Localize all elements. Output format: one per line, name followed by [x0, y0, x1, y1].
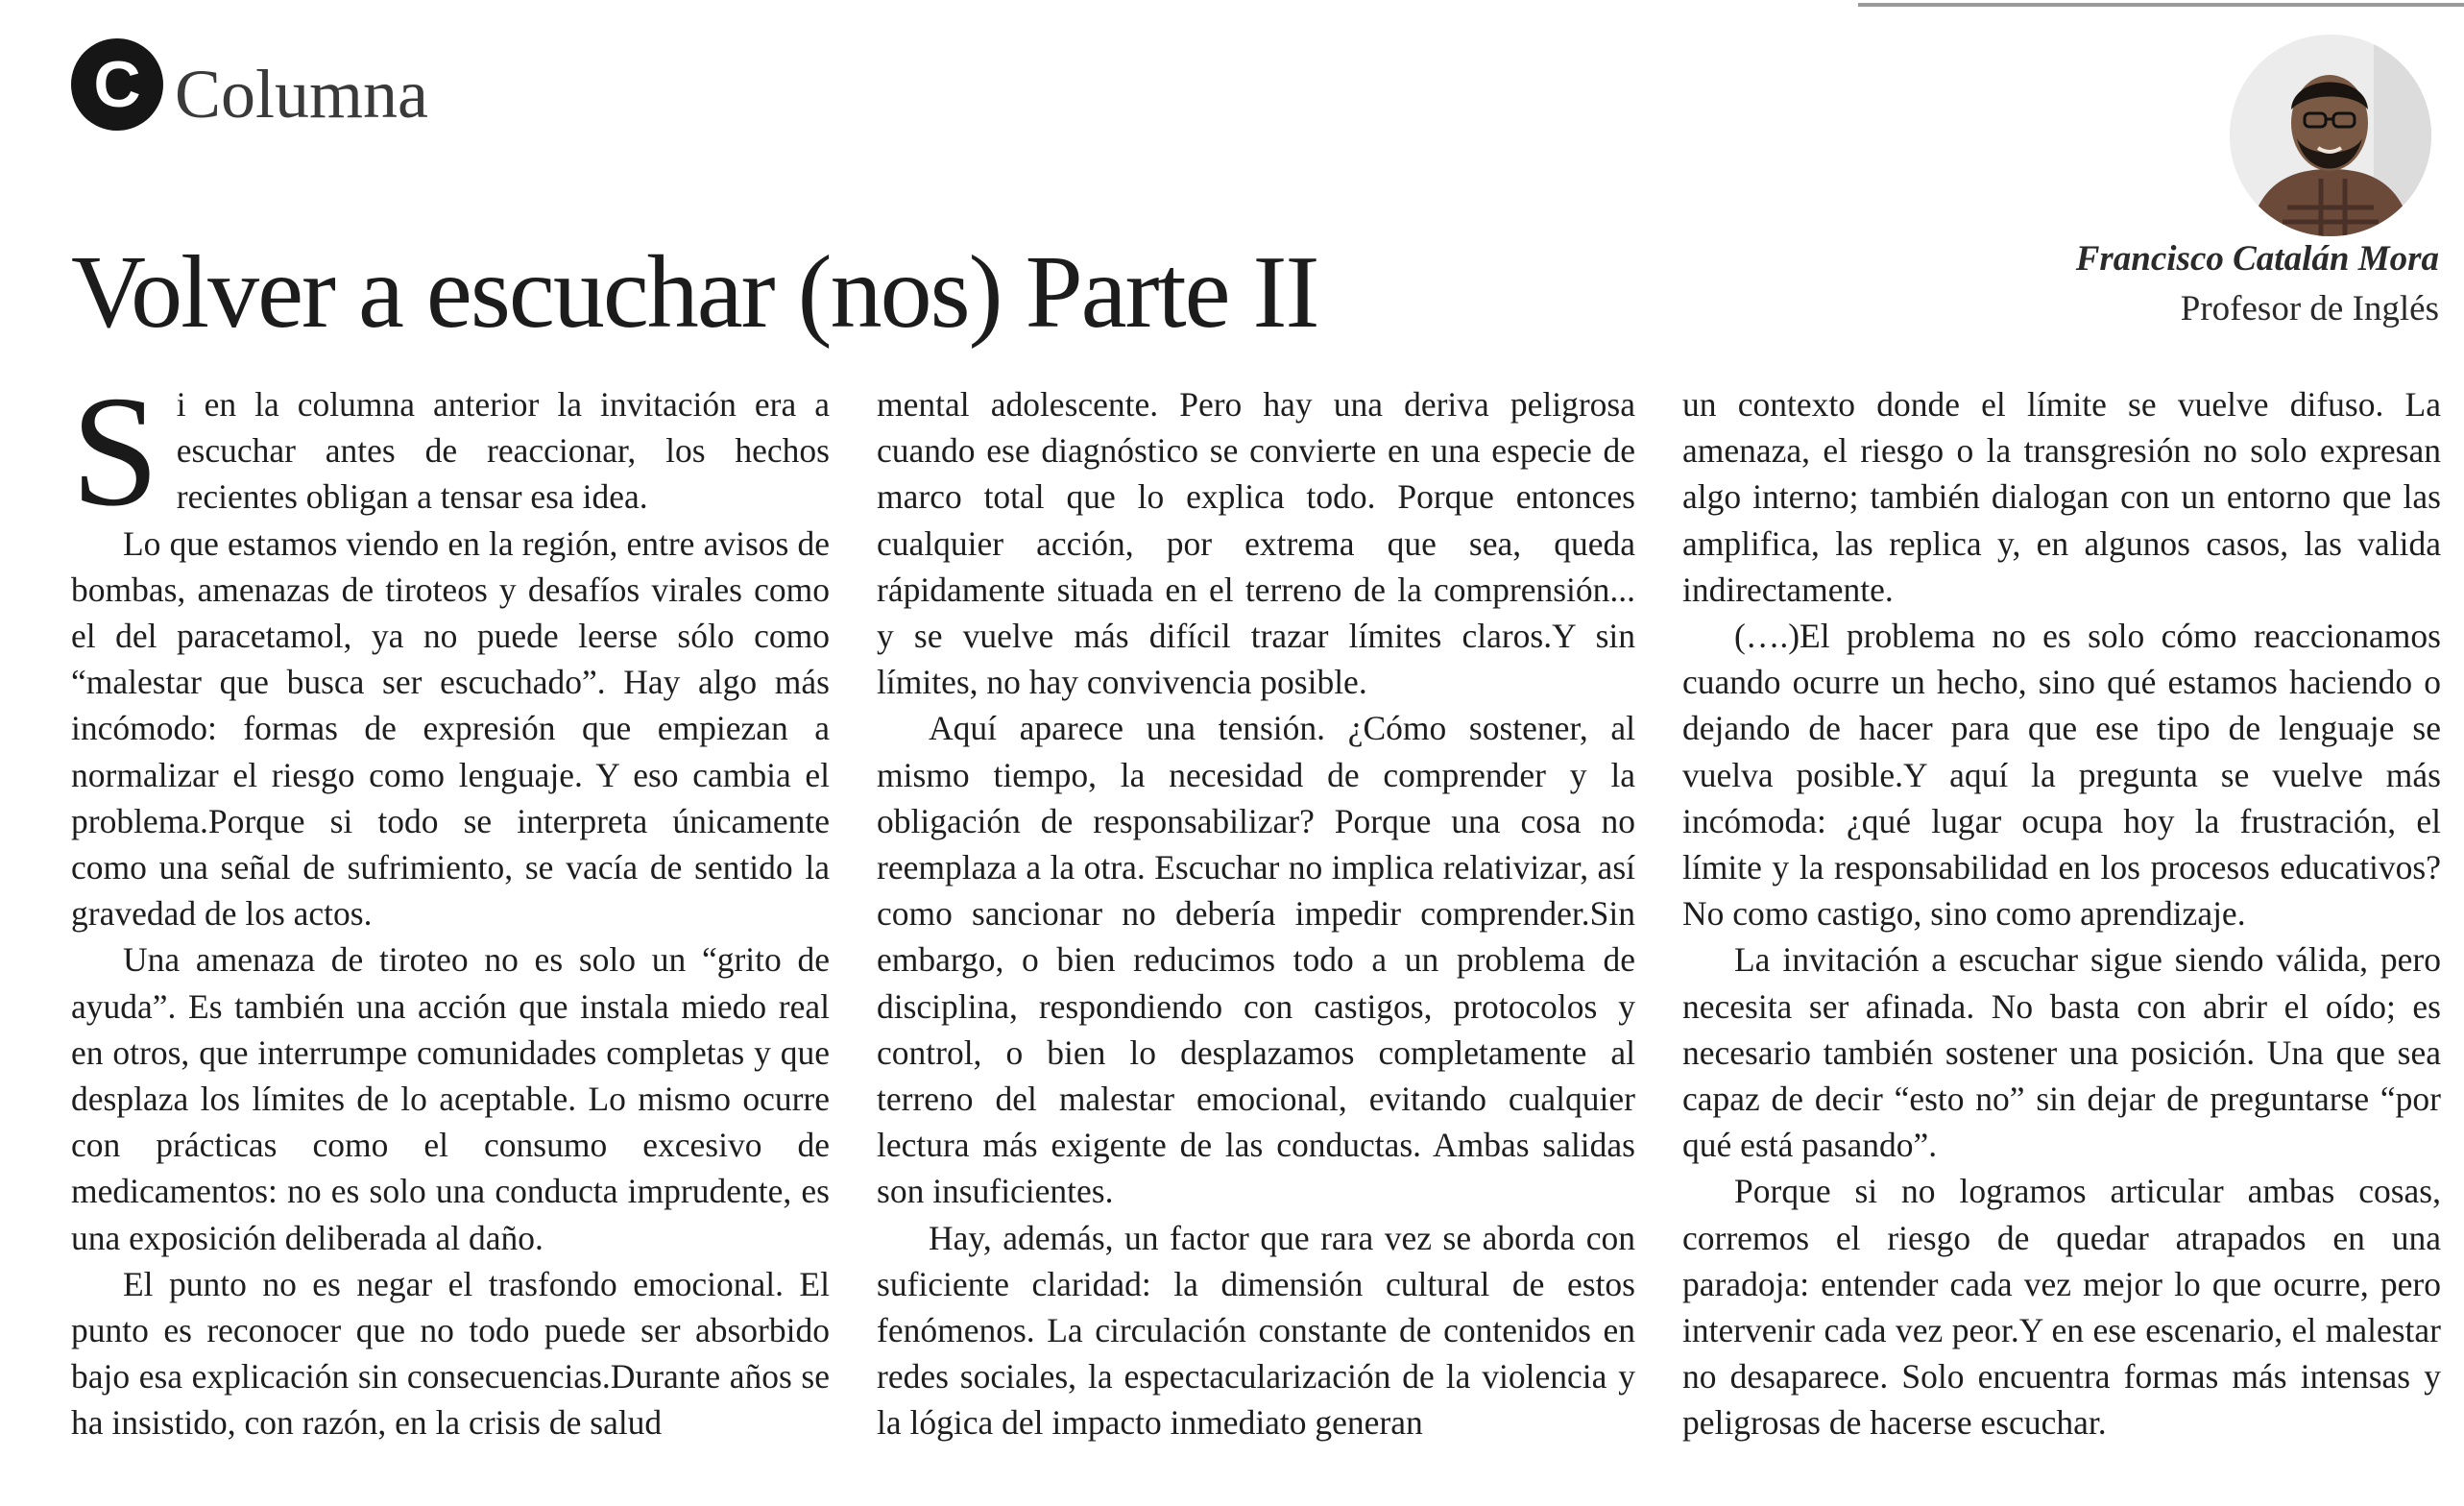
article-column-1: [71, 381, 830, 1447]
top-rule: [1858, 3, 2464, 7]
author-name: Francisco Catalán Mora: [2075, 239, 2439, 279]
article-paragraph: [71, 381, 830, 539]
author-avatar: [2230, 35, 2431, 236]
author-role: Profesor de Inglés: [2180, 289, 2439, 328]
drop-cap: S: [71, 381, 159, 539]
article-paragraph: un contexto donde el límite se vuelve difuso. La amenaza, el riesgo o la transgresión no solo expresan algo interno; también dialogan con un entorno que las amplifica, las replica y, en algunos casos, las valida indirectamente.: [1682, 385, 2441, 609]
article-paragraph: Lo que estamos viendo en la región, entre avisos de bombas, amenazas de tiroteos y desafíos virales como el del paracetamol, ya no puede leerse sólo como “malestar que busca ser escuchado”. Hay algo más incómodo: formas de expresión que empiezan a normalizar el riesgo como lenguaje. Y eso cambia el problema.Porque si todo se interpreta únicamente como una señal de sufrimiento, se vacía de sentido la gravedad de los actos.: [71, 523, 830, 934]
section-label: Columna: [175, 56, 428, 133]
article-column-3: [1682, 381, 2441, 1447]
paragraph-text: i en la columna anterior la invitación era a escuchar antes de reaccionar, los hechos recientes obligan a tensar esa idea.: [176, 385, 830, 517]
author-photo-icon: [2230, 35, 2431, 236]
article-paragraph: El punto no es negar el trasfondo emocional. El punto es reconocer que no todo puede ser absorbido bajo esa explicación sin consecuencias.Durante años se ha insistido, con razón, en la crisis de salud: [71, 1264, 830, 1443]
article-paragraph: Porque si no logramos articular ambas cosas, corremos el riesgo de quedar atrapados en una paradoja: entender cada vez mejor lo que ocurre, pero intervenir cada vez peor.Y en ese escenario, el malestar no desaparece. Solo encuentra formas más intensas y peligrosas de hacerse escuchar.: [1682, 1172, 2441, 1443]
article-paragraph: Hay, además, un factor que rara vez se aborda con suficiente claridad: la dimensión cultural de estos fenómenos. La circulación constante de contenidos en redes sociales, la espectacularización de la violencia y la lógica del impacto inmediato generan: [877, 1218, 1635, 1443]
section-badge-icon: C: [71, 38, 163, 131]
article-column-2: [877, 381, 1635, 1447]
article-paragraph: (….)El problema no es solo cómo reaccionamos cuando ocurre un hecho, sino qué estamos haciendo o dejando de hacer para que ese tipo de lenguaje se vuelva posible.Y aquí la pregunta se vuelve más incómoda: ¿qué lugar ocupa hoy la frustración, el límite y la responsabilidad en los procesos educativos?No como castigo, sino como aprendizaje.: [1682, 617, 2441, 934]
article-paragraph: Aquí aparece una tensión. ¿Cómo sostener, al mismo tiempo, la necesidad de comprender y la obligación de responsabilizar? Porque una cosa no reemplaza a la otra. Escuchar no implica relativizar, así como sancionar no debería impedir comprender.Sin embargo, o bien reducimos todo a un problema de disciplina, respondiendo con castigos, protocolos y control, o bien lo desplazamos completamente al terreno del malestar emocional, evitando cualquier lectura más exigente de las conductas. Ambas salidas son insuficientes.: [877, 709, 1635, 1211]
headline: Volver a escuchar (nos) Parte II: [71, 235, 1318, 350]
article-paragraph: La invitación a escuchar sigue siendo válida, pero necesita ser afinada. No basta con abrir el oído; es necesario también sostener una posición. Una que sea capaz de decir “esto no” sin dejar de preguntarse “por qué está pasando”.: [1682, 940, 2441, 1165]
article-paragraph: Una amenaza de tiroteo no es solo un “grito de ayuda”. Es también una acción que instala miedo real en otros, que interrumpe comunidades completas y que desplaza los límites de lo aceptable. Lo mismo ocurre con prácticas como el consumo excesivo de medicamentos: no es solo una conducta imprudente, es una exposición deliberada al daño.: [71, 940, 830, 1257]
article-paragraph: mental adolescente. Pero hay una deriva peligrosa cuando ese diagnóstico se convierte en una especie de marco total que lo explica todo. Porque entonces cualquier acción, por extrema que sea, queda rápidamente situada en el terreno de la comprensión... y se vuelve más difícil trazar límites claros.Y sin límites, no hay convivencia posible.: [877, 385, 1635, 702]
